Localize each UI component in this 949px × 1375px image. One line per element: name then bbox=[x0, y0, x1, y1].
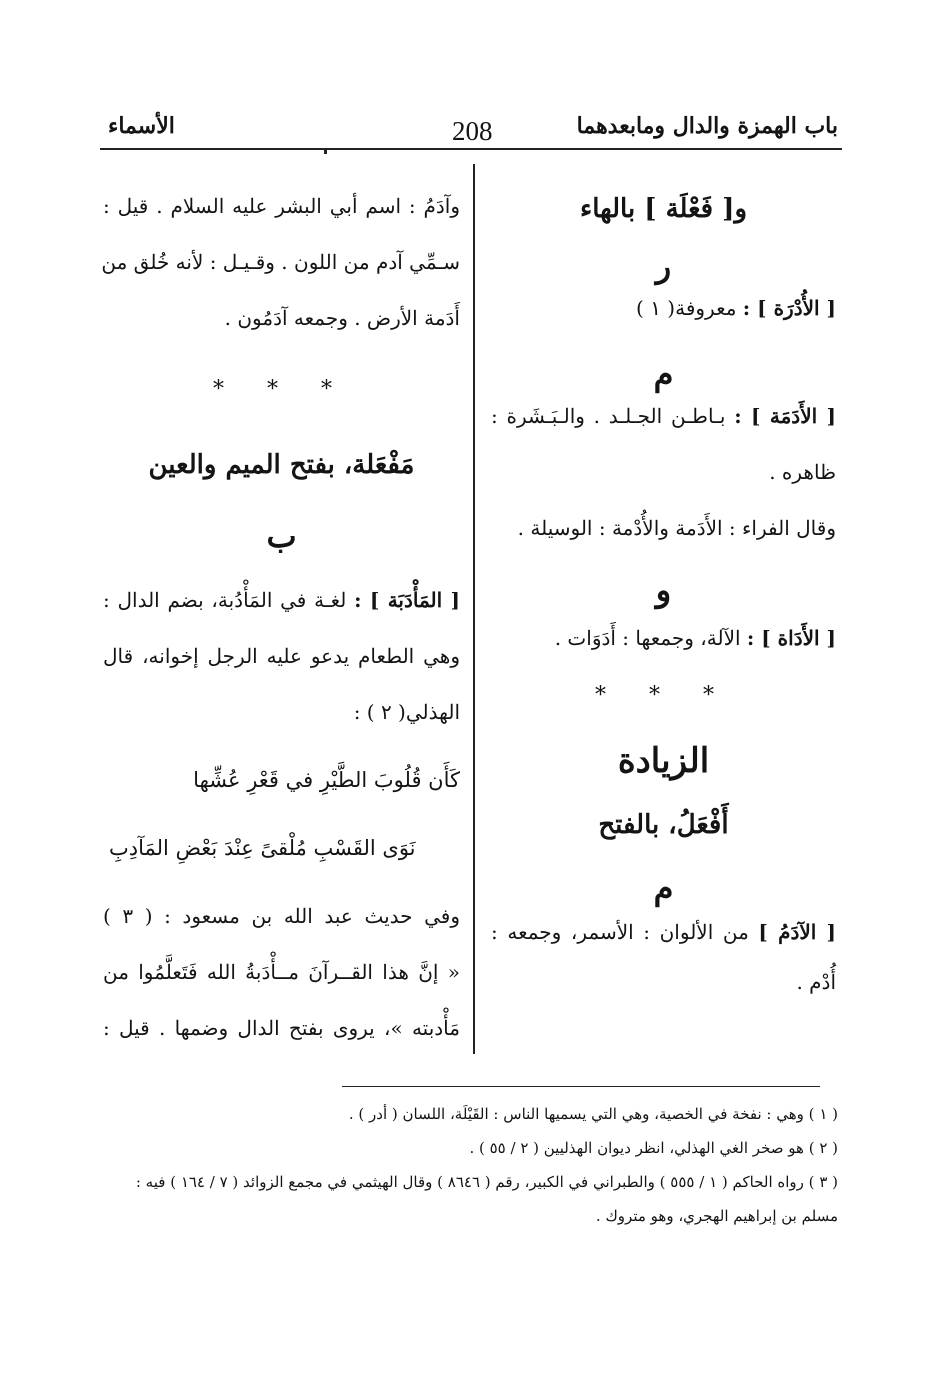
section-heading-afal: أَفْعَلُ، بالفتح bbox=[598, 810, 729, 840]
entry-term: [ المَأْدَبَة ] : bbox=[354, 588, 461, 612]
entry-term: [ الأَدَاة ] : bbox=[746, 626, 836, 650]
hadith-line: وفي حديث عبد الله بن مسعود : ( ٣ ) bbox=[103, 904, 460, 928]
letter-heading-mim: م bbox=[653, 355, 674, 393]
running-header-section: الأسماء bbox=[108, 113, 175, 139]
footnote-2: ( ٢ ) هو صخر الغي الهذلي، انظر ديوان الهذليين ( ٢ / ٥٥ ) . bbox=[469, 1139, 838, 1157]
farra-quote: وقال الفراء : الأَدَمة والأُدْمة : الوسيلة . bbox=[517, 516, 836, 540]
footnote-3: ( ٣ ) رواه الحاكم ( ١ / ٥٥٥ ) والطبراني في الكبير، رقم ( ٨٦٤٦ ) وقال الهيثمي في مجمع الزوائد ( ٧ / ١٦٤ ) فيه : bbox=[135, 1173, 838, 1191]
entry-text: من الألوان : الأسمر، وجمعه : bbox=[491, 920, 749, 944]
section-separator: * * * bbox=[213, 377, 350, 402]
entry-text: الآلة، وجمعها : أَدَوَات . bbox=[554, 626, 741, 650]
adam-paragraph-line: أَدَمة الأرض . وجمعه آدَمُون . bbox=[224, 306, 460, 330]
column-divider bbox=[473, 164, 475, 1054]
entry-madaba bbox=[103, 572, 460, 628]
entry-adama-cont: ظاهره . bbox=[769, 460, 836, 484]
entry-adam bbox=[491, 904, 836, 960]
hadith-line: « إنَّ هذا القــرآنَ مــأْدَبةُ الله فَتَعلَّمُوا من bbox=[103, 960, 460, 984]
letter-heading-mim-2: م bbox=[653, 869, 674, 907]
entry-term: [ الآدَمُ ] bbox=[758, 920, 837, 944]
section-separator: * * * bbox=[595, 683, 732, 708]
poem-line: كَأَن قُلُوبَ الطَّيْرِ في قَعْرِ عُشِّها bbox=[193, 768, 460, 792]
page-number: 208 bbox=[452, 116, 493, 146]
letter-heading-ra: ر bbox=[655, 247, 672, 285]
footnote-1: ( ١ ) وهي : نفخة في الخصية، وهي التي يسميها الناس : القَيْلَة، اللسان ( أدر ) . bbox=[348, 1105, 838, 1123]
left-column bbox=[103, 178, 460, 1056]
header-rule bbox=[100, 148, 842, 150]
poem-line: نَوَى القَسْبِ مُلْقىً عِنْدَ بَعْضِ المَآدِبِ bbox=[109, 836, 416, 860]
letter-heading-ba: ب bbox=[266, 517, 297, 555]
entry-adat bbox=[491, 610, 836, 666]
footnote-rule bbox=[342, 1086, 820, 1087]
madaba-line: وهي الطعام يدعو عليه الرجل إخوانه، قال bbox=[103, 644, 460, 668]
section-heading-mafala: مَفْعَلة، بفتح الميم والعين bbox=[148, 450, 415, 480]
madaba-line: الهذلي( ٢ ) : bbox=[353, 700, 460, 724]
adam-paragraph-line: وآدَمُ : اسم أبي البشر عليه السلام . قيل : bbox=[103, 194, 460, 218]
header-tick bbox=[324, 149, 327, 154]
right-column bbox=[491, 180, 836, 1010]
entry-adam-cont: أُدْم . bbox=[796, 970, 836, 994]
section-heading-ziyada: الزيادة bbox=[617, 741, 710, 781]
running-header-chapter: باب الهمزة والدال ومابعدهما bbox=[576, 113, 838, 139]
entry-text: لغـة في المَأْدُبة، بضم الدال : bbox=[103, 588, 347, 612]
adam-paragraph-line: سـمِّي آدم من اللون . وقـيـل : لأنه خُلق من bbox=[101, 250, 460, 274]
entry-term: [ الأُدْرَة ] : bbox=[742, 296, 836, 320]
hadith-line: مَأْدبته »، يروى بفتح الدال وضمها . قيل : bbox=[103, 1016, 460, 1040]
footnote-3-cont: مسلم بن إبراهيم الهجري، وهو متروك . bbox=[595, 1207, 838, 1225]
entry-text: معروفة( ١ ) bbox=[636, 296, 737, 320]
entry-adra bbox=[491, 280, 836, 336]
footnotes bbox=[118, 1097, 838, 1233]
entry-text: بـاطـن الجـلـد . والـبَـشَرة : bbox=[491, 404, 726, 428]
entry-adama bbox=[491, 388, 836, 444]
section-heading-falah: و[ فَعْلَة ] بالهاء bbox=[579, 194, 748, 224]
letter-heading-waw: و bbox=[655, 571, 672, 609]
entry-term: [ الأَدَمَة ] : bbox=[734, 404, 836, 428]
